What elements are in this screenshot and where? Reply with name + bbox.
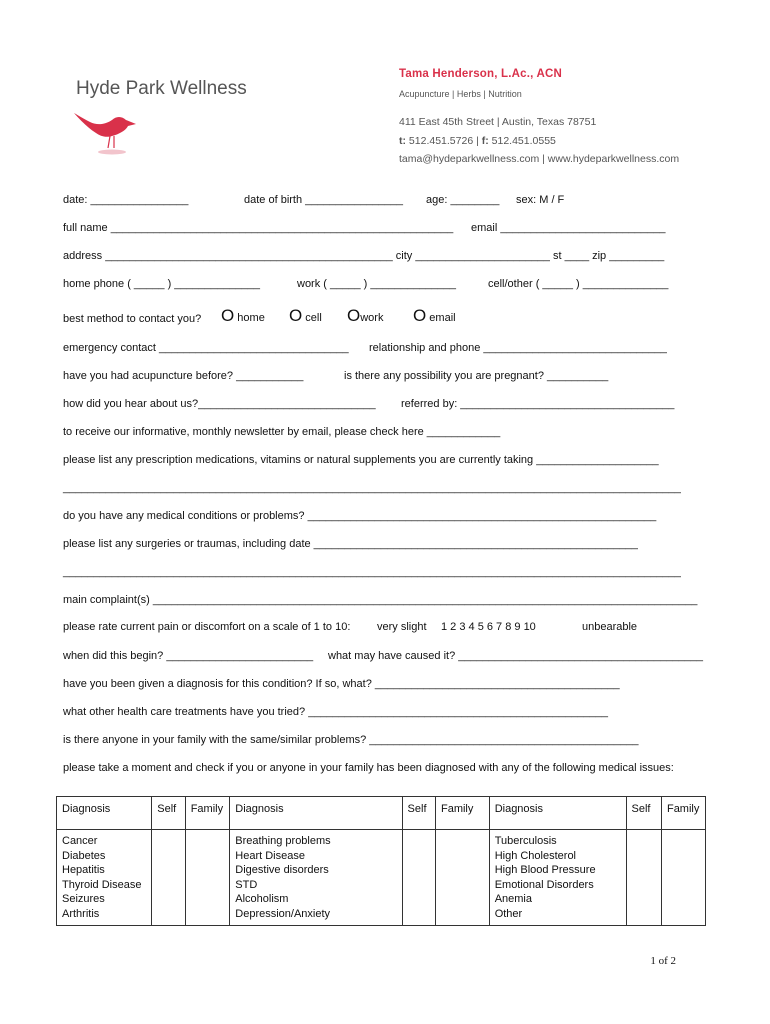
header-family-2: Family <box>435 797 489 830</box>
acupuncture-before-field[interactable]: have you had acupuncture before? ___________ <box>63 370 304 382</box>
option-cell-label: cell <box>305 312 322 324</box>
radio-cell[interactable]: O <box>289 306 303 325</box>
clinic-address: 411 East 45th Street | Austin, Texas 78751 <box>399 116 597 128</box>
family-checkbox-column-1[interactable] <box>185 830 230 926</box>
medications-continued-line[interactable]: _____________________________________________________________________________________________________ <box>63 482 681 494</box>
page-number: 1 of 2 <box>650 955 676 967</box>
dob-field[interactable]: date of birth ________________ <box>244 194 404 206</box>
radio-home[interactable]: O <box>221 306 235 325</box>
treatments-field[interactable]: what other health care treatments have you tried? _________________________________________________ <box>63 706 608 718</box>
medical-conditions-field[interactable]: do you have any medical conditions or problems? _________________________________________________________ <box>63 510 657 522</box>
cell-phone-field[interactable]: cell/other ( _____ ) ______________ <box>488 278 669 290</box>
header-diagnosis-3: Diagnosis <box>489 797 626 830</box>
contact-option-work[interactable] <box>347 306 383 326</box>
option-work-label: work <box>360 312 384 324</box>
phone-label: t: <box>399 135 406 147</box>
contact-line: tama@hydeparkwellness.com | www.hydeparkwellness.com <box>399 153 680 165</box>
diagnosis-list-2: Breathing problems Heart Disease Digestive disorders STD Alcoholism Depression/Anxiety <box>230 830 402 926</box>
contact-option-cell[interactable] <box>289 306 322 326</box>
caused-field[interactable]: what may have caused it? ________________________________________ <box>328 650 703 662</box>
radio-email[interactable]: O <box>413 306 427 325</box>
very-slight-label: very slight <box>377 621 427 633</box>
family-checkbox-column-2[interactable] <box>435 830 489 926</box>
contact-option-email[interactable] <box>413 306 456 326</box>
medications-field[interactable]: please list any prescription medications, vitamins or natural supplements you are currently taking ____________________ <box>63 454 659 466</box>
option-home-label: home <box>237 312 265 324</box>
relationship-phone-field[interactable]: relationship and phone ______________________________ <box>369 342 667 354</box>
address-field[interactable]: address _______________________________________________ city ______________________ st ____ zip _________ <box>63 250 665 262</box>
practitioner-name: Tama Henderson, L.Ac., ACN <box>399 68 563 80</box>
header-family-1: Family <box>185 797 230 830</box>
home-phone-field[interactable]: home phone ( _____ ) ______________ <box>63 278 260 290</box>
header-family-3: Family <box>661 797 705 830</box>
header-diagnosis-1: Diagnosis <box>57 797 152 830</box>
surgeries-continued-line[interactable]: _____________________________________________________________________________________________________ <box>63 566 681 578</box>
phone-number: 512.451.5726 <box>408 135 474 147</box>
clinic-name: Hyde Park Wellness <box>76 78 247 99</box>
begin-field[interactable]: when did this begin? ________________________ <box>63 650 314 662</box>
fax-label: f: <box>481 135 489 147</box>
self-checkbox-column-1[interactable] <box>152 830 185 926</box>
pregnant-field[interactable]: is there any possibility you are pregnant? __________ <box>344 370 609 382</box>
family-checkbox-column-3[interactable] <box>661 830 705 926</box>
email-field[interactable]: email ___________________________ <box>471 222 666 234</box>
diagnosis-table <box>56 796 706 926</box>
emergency-contact-field[interactable]: emergency contact _______________________________ <box>63 342 349 354</box>
self-checkbox-column-2[interactable] <box>402 830 435 926</box>
work-phone-field[interactable]: work ( _____ ) ______________ <box>297 278 457 290</box>
unbearable-label: unbearable <box>582 621 638 633</box>
contact-option-home[interactable] <box>221 306 265 326</box>
sex-field[interactable]: sex: M / F <box>516 194 565 206</box>
radio-work[interactable]: O <box>347 306 361 325</box>
surgeries-field[interactable]: please list any surgeries or traumas, including date _____________________________________________________ <box>63 538 638 550</box>
referred-by-field[interactable]: referred by: ___________________________________ <box>401 398 675 410</box>
family-problems-field[interactable]: is there anyone in your family with the same/similar problems? ____________________________________________ <box>63 734 639 746</box>
newsletter-field[interactable]: to receive our informative, monthly newsletter by email, please check here ____________ <box>63 426 501 438</box>
age-field[interactable]: age: ________ <box>426 194 500 206</box>
phone-line: t: 512.451.5726 | f: 512.451.0555 <box>399 135 556 147</box>
self-checkbox-column-3[interactable] <box>626 830 661 926</box>
red-bird-icon <box>74 108 144 163</box>
main-complaint-field[interactable]: main complaint(s) _________________________________________________________________________________________ <box>63 594 698 606</box>
header-self-2: Self <box>402 797 435 830</box>
header-self-1: Self <box>152 797 185 830</box>
diagnosis-list-1: Cancer Diabetes Hepatitis Thyroid Disease Seizures Arthritis <box>57 830 152 926</box>
date-field[interactable]: date: ________________ <box>63 194 189 206</box>
full-name-field[interactable]: full name ________________________________________________________ <box>63 222 454 234</box>
best-method-label: best method to contact you? <box>63 313 202 325</box>
pain-scale-label: please rate current pain or discomfort on a scale of 1 to 10: <box>63 621 351 633</box>
option-email-label: email <box>429 312 456 324</box>
header-diagnosis-2: Diagnosis <box>230 797 402 830</box>
pain-scale-numbers[interactable]: 1 2 3 4 5 6 7 8 9 10 <box>441 621 536 633</box>
diagnosis-question-field[interactable]: have you been given a diagnosis for this condition? If so, what? ________________________________________ <box>63 678 620 690</box>
hear-about-field[interactable]: how did you hear about us?_____________________________ <box>63 398 376 410</box>
header-self-3: Self <box>626 797 661 830</box>
check-intro-text: please take a moment and check if you or anyone in your family has been diagnosed with any of the following medical issues: <box>63 762 674 774</box>
diagnosis-list-3: Tuberculosis High Cholesterol High Blood Pressure Emotional Disorders Anemia Other <box>489 830 626 926</box>
services-line: Acupuncture | Herbs | Nutrition <box>399 89 522 99</box>
fax-number: 512.451.0555 <box>491 135 556 147</box>
